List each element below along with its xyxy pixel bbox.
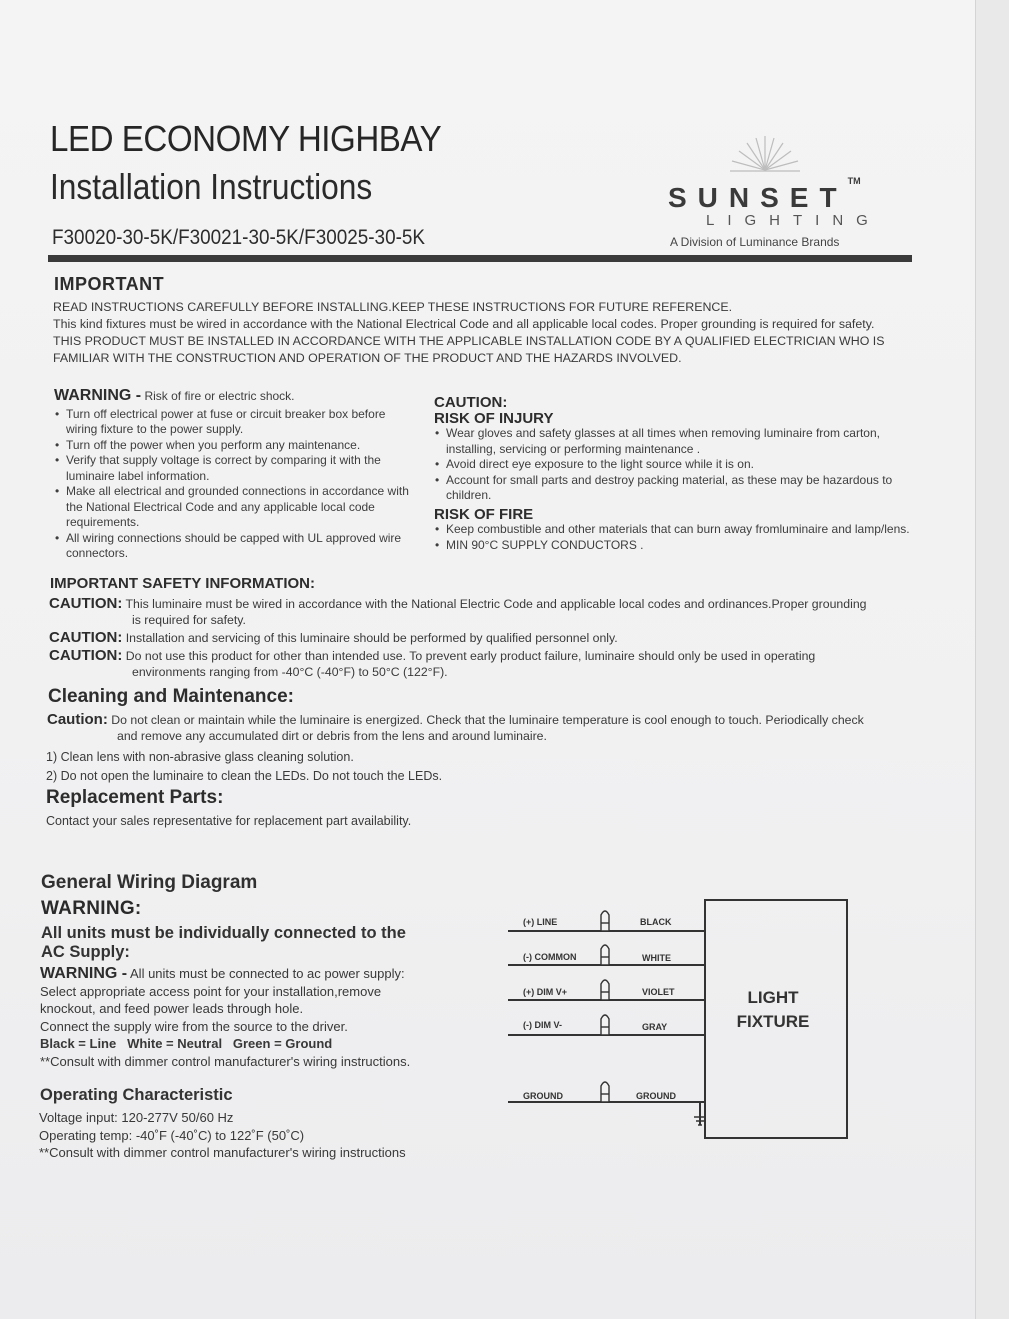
- caution-heading: CAUTION:: [434, 394, 508, 411]
- instruction-line: knockout, and feed power leads through hole.: [40, 1001, 304, 1016]
- list-item: • Avoid direct eye exposure to the light source while it is on.: [446, 457, 914, 473]
- safety-caution-3: [49, 648, 919, 680]
- brand-logo: [668, 176, 881, 249]
- warning-text: All units must be connected to ac power supply:: [130, 966, 405, 981]
- consult-note: **Consult with dimmer control manufacturer's wiring instructions: [39, 1145, 406, 1160]
- caution-text-cont: and remove any accumulated dirt or debris from the lens and around luminaire.: [117, 728, 547, 743]
- caution-label: CAUTION:: [49, 647, 123, 664]
- important-line: THIS PRODUCT MUST BE INSTALLED IN ACCORDANCE WITH THE APPLICABLE INSTALLATION CODE BY A QUALIFIED ELECTRICIAN WHO IS: [53, 334, 885, 348]
- consult-note: **Consult with dimmer control manufacturer's wiring instructions.: [40, 1053, 411, 1069]
- list-item: • Make all electrical and grounded connections in accordance with the National Electrical Code and any applicable local code requirements.: [66, 484, 414, 531]
- voltage-input: Voltage input: 120-277V 50/60 Hz: [39, 1110, 234, 1125]
- replacement-text: Contact your sales representative for replacement part availability.: [46, 814, 412, 828]
- wire-right-label: GRAY: [642, 1022, 668, 1032]
- important-line: FAMILIAR WITH THE CONSTRUCTION AND OPERATION OF THE PRODUCT AND THE HAZARDS INVOLVED.: [53, 351, 682, 365]
- wire-right-label: GROUND: [636, 1091, 676, 1101]
- brand-name: SUNSET: [668, 182, 848, 213]
- cleaning-heading: Cleaning and Maintenance:: [48, 686, 294, 707]
- brand-sub: LIGHTING: [706, 212, 881, 229]
- instruction-line: Connect the supply wire from the source to the driver.: [40, 1018, 348, 1034]
- wire-nut-icon: [601, 911, 609, 931]
- important-line: This kind fixtures must be wired in accordance with the National Electrical Code and all applicable local codes. Proper grounding is required for safety.: [53, 317, 875, 331]
- list-item: • Keep combustible and other materials that can burn away fromluminaire and lamp/lens.: [446, 522, 914, 538]
- document-subtitle: Installation Instructions: [50, 166, 373, 207]
- caution-text-cont: environments ranging from -40°C (-40°F) to 50°C (122°F).: [132, 664, 448, 679]
- operating-details: [39, 1109, 406, 1162]
- replacement-heading: Replacement Parts:: [46, 787, 224, 808]
- individual-connection-note: [41, 924, 441, 962]
- wiring-instructions: [40, 965, 480, 1070]
- caution-text: Do not clean or maintain while the luminaire is energized. Check that the luminaire temperature is cool enough to touch. Periodically check: [111, 713, 864, 727]
- note-line: All units must be individually connected to the: [41, 924, 406, 942]
- injury-list: [434, 426, 914, 504]
- caution-label: CAUTION:: [49, 629, 123, 646]
- wire-nut-icon: [601, 1082, 609, 1102]
- cleaning-step-1: 1) Clean lens with non-abrasive glass cleaning solution.: [46, 750, 354, 764]
- wire-right-label: VIOLET: [642, 987, 675, 997]
- wire-nut-icon: [601, 980, 609, 1000]
- wire-color-legend: Black = Line White = Neutral Green = Ground: [40, 1036, 333, 1051]
- wire-left-label: (-) DIM V-: [523, 1020, 562, 1030]
- brand-division: A Division of Luminance Brands: [670, 235, 840, 249]
- caution-text-cont: is required for safety.: [132, 612, 246, 627]
- warning-label: WARNING -: [40, 965, 128, 982]
- important-line: READ INSTRUCTIONS CAREFULLY BEFORE INSTALLING.KEEP THESE INSTRUCTIONS FOR FUTURE REFERENCE.: [53, 300, 733, 314]
- trademark: TM: [847, 176, 861, 186]
- wire-left-label: (+) LINE: [523, 917, 558, 927]
- sunburst-icon: [720, 130, 810, 180]
- header-rule: [48, 255, 912, 262]
- wire-right-label: BLACK: [640, 917, 672, 927]
- operating-temp: Operating temp: -40˚F (-40˚C) to 122˚F (50˚C): [39, 1127, 305, 1143]
- wiring-diagram: [505, 895, 855, 1140]
- wiring-heading: General Wiring Diagram: [41, 872, 258, 893]
- caution-text: Installation and servicing of this luminaire should be performed by qualified personnel only.: [125, 631, 618, 645]
- wire-left-label: GROUND: [523, 1091, 563, 1101]
- fixture-label: FIXTURE: [736, 1012, 810, 1031]
- cleaning-caution: [47, 712, 917, 744]
- list-item: • MIN 90°C SUPPLY CONDUCTORS .: [446, 538, 914, 554]
- safety-heading: IMPORTANT SAFETY INFORMATION:: [50, 575, 315, 592]
- cleaning-step-2: 2) Do not open the luminaire to clean the LEDs. Do not touch the LEDs.: [46, 769, 443, 783]
- list-item: • Account for small parts and destroy packing material, as these may be hazardous to children.: [446, 473, 914, 504]
- warning-list: [54, 407, 414, 562]
- risk-of-injury-heading: RISK OF INJURY: [434, 409, 554, 427]
- list-item: • Wear gloves and safety glasses at all times when removing luminaire from carton, installing, servicing or performing maintenance .: [446, 426, 914, 457]
- wire-nut-icon: [601, 1015, 609, 1035]
- safety-caution-2: [49, 630, 919, 647]
- important-text: [53, 299, 923, 367]
- caution-text: This luminaire must be wired in accordance with the National Electric Code and applicable local codes and ordinances.Proper grounding: [125, 597, 867, 611]
- operating-heading: Operating Characteristic: [40, 1086, 233, 1104]
- fire-list: [434, 522, 914, 553]
- fixture-label: LIGHT: [747, 988, 799, 1007]
- caution-label: Caution:: [47, 711, 108, 728]
- model-numbers: F30020-30-5K/F30021-30-5K/F30025-30-5K: [52, 226, 425, 249]
- note-line: AC Supply:: [41, 943, 130, 961]
- safety-caution-1: [49, 596, 919, 628]
- caution-text: Do not use this product for other than intended use. To prevent early product failure, luminaire should only be used in operating: [125, 649, 816, 663]
- important-heading: IMPORTANT: [54, 274, 165, 294]
- warning-text: Risk of fire or electric shock.: [144, 389, 295, 403]
- wire-right-label: WHITE: [642, 953, 671, 963]
- product-title: LED ECONOMY HIGHBAY: [50, 118, 442, 159]
- caution-block: [434, 395, 914, 553]
- list-item: • Turn off electrical power at fuse or circuit breaker box before wiring fixture to the power supply.: [66, 407, 414, 438]
- warning-label: WARNING -: [54, 387, 142, 404]
- wire-nut-icon: [601, 945, 609, 965]
- wiring-warning-heading: WARNING:: [41, 898, 142, 919]
- list-item: • All wiring connections should be capped with UL approved wire connectors.: [66, 531, 414, 562]
- wire-left-label: (+) DIM V+: [523, 987, 568, 997]
- warning-block: [54, 388, 414, 562]
- risk-of-fire-heading: RISK OF FIRE: [434, 505, 534, 523]
- instruction-line: Select appropriate access point for your installation,remove: [40, 983, 382, 999]
- wire-left-label: (-) COMMON: [523, 952, 577, 962]
- list-item: • Turn off the power when you perform any maintenance.: [66, 438, 414, 454]
- caution-label: CAUTION:: [49, 595, 123, 612]
- list-item: • Verify that supply voltage is correct by comparing it with the luminaire label information.: [66, 453, 414, 484]
